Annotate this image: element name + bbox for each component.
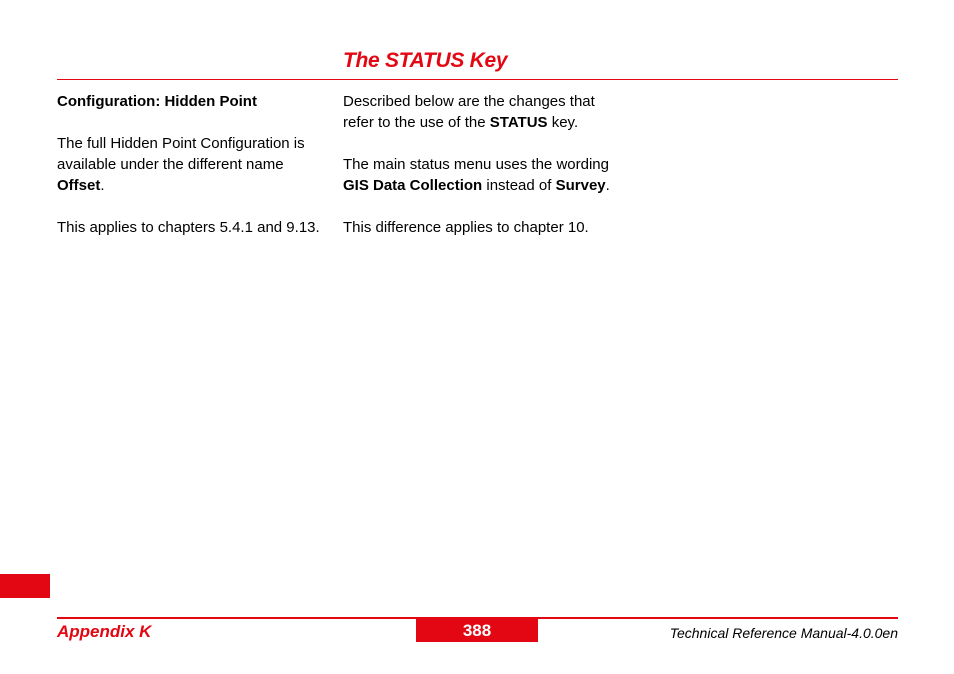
page-title: The STATUS Key bbox=[343, 49, 508, 72]
mid-paragraph-3: This difference applies to chapter 10. bbox=[343, 219, 589, 236]
section-heading: Configuration: Hidden Point bbox=[57, 93, 257, 110]
side-chapter-tab bbox=[0, 574, 50, 598]
mid-paragraph-1 bbox=[343, 91, 623, 133]
left-column bbox=[57, 91, 327, 259]
mid-p2-text1: The main status menu uses the wording bbox=[343, 156, 609, 173]
page-number: 388 bbox=[416, 619, 538, 642]
left-paragraph-1 bbox=[57, 133, 327, 196]
middle-column bbox=[343, 91, 623, 259]
mid-p1-text: Described below are the changes that refer to the use of the bbox=[343, 93, 595, 131]
footer-manual-title: Technical Reference Manual-4.0.0en bbox=[669, 625, 898, 641]
mid-paragraph-2 bbox=[343, 154, 623, 196]
mid-p2-text2: instead of bbox=[482, 177, 556, 194]
mid-p1-end: key. bbox=[547, 114, 579, 131]
mid-p1-bold: STATUS bbox=[489, 114, 548, 131]
header-rule bbox=[57, 79, 898, 80]
left-p1-text: The full Hidden Point Configuration is available under the different name bbox=[57, 135, 305, 173]
mid-p2-bold2: Survey bbox=[555, 177, 606, 194]
left-p1-bold: Offset bbox=[57, 177, 101, 194]
mid-p2-bold1: GIS Data Collection bbox=[343, 177, 483, 194]
left-paragraph-2: This applies to chapters 5.4.1 and 9.13. bbox=[57, 219, 320, 236]
left-p1-end: . bbox=[100, 177, 105, 194]
footer-section-label: Appendix K bbox=[57, 622, 152, 641]
mid-p2-end: . bbox=[605, 177, 610, 194]
